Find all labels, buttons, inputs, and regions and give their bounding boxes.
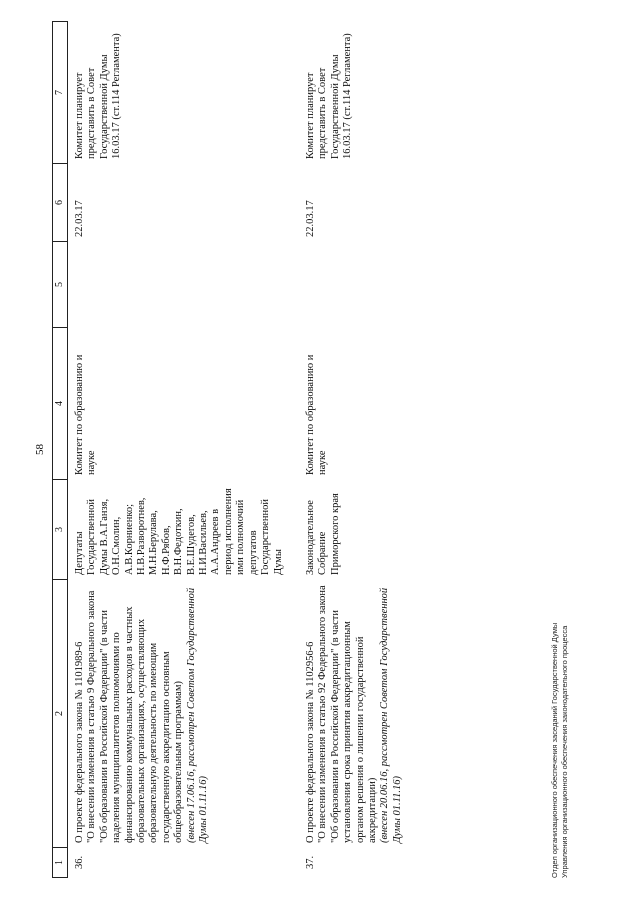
rotated-page bbox=[30, 20, 590, 880]
responsible-committee: Комитет по образованию и науке bbox=[304, 354, 329, 475]
bill-description bbox=[293, 580, 412, 848]
agenda-table bbox=[52, 21, 412, 878]
col5-cell bbox=[68, 242, 293, 328]
col-header: 5 bbox=[53, 242, 68, 328]
bill-authors: Законодательное Собрание Приморского края bbox=[304, 493, 341, 575]
row-number: 37. bbox=[304, 855, 316, 869]
col-header: 3 bbox=[53, 480, 68, 580]
bill-title: О проекте федерального закона № 1102956-6 bbox=[304, 641, 316, 843]
col-header: 1 bbox=[53, 848, 68, 878]
review-date: 22.03.17 bbox=[304, 200, 316, 237]
remark: Комитет планирует представить в Совет Государственной Думы 16.03.17 (ст.114 Регламента) bbox=[74, 33, 123, 159]
table-row bbox=[293, 22, 412, 878]
responsible-committee: Комитет по образованию и науке bbox=[74, 354, 98, 475]
bill-authors: Депутаты Государственной Думы В.А.Ганзя, О.Н.Смолин, А.В.Корниенко; Н.В.Разворотнев, М.Н.Берулава, Н.Ф.Рябов, В.Н.Федоткин, В.Е.Шудегов, Н.И.Васильев, А.А.Андреев в период исполнения ими полномочий депутатов Государственной Думы bbox=[74, 488, 284, 575]
bill-note: (внесен 17.06.16, рассмотрен Советом Государственной Думы 01.11.16) bbox=[185, 587, 210, 843]
col-header: 4 bbox=[53, 328, 68, 480]
column-number-row bbox=[53, 22, 68, 878]
table-row bbox=[68, 22, 293, 878]
bill-description bbox=[68, 580, 293, 848]
col-header: 2 bbox=[53, 580, 68, 848]
footer-line-1: Отдел организационного обеспечения заседаний Государственной Думы bbox=[550, 622, 559, 878]
footer bbox=[550, 623, 570, 878]
page-number: 58 bbox=[34, 444, 46, 455]
col5-cell bbox=[293, 242, 412, 328]
row-number: 36. bbox=[74, 855, 85, 869]
remark: Комитет планирует представить в Совет Государственной Думы 16.03.17 (ст.114 Регламента) bbox=[304, 33, 354, 159]
bill-body: "О внесении изменения в статью 9 Федерального закона "Об образовании в Российской Федерации" (в части наделения муниципалитетов полномочиями по финансированию коммунальных расходов в частных образовательных организациях, осуществляющих образовательную деятельность по имеющим государственную аккредитацию основным общеобразовательным программам) bbox=[86, 590, 185, 843]
bill-body: "О внесении изменения в статью 92 Федерального закона "Об образовании в Российской Федерации" (в части установления срока принятия аккредитационным органом решения о лишении государственной аккредитации) bbox=[317, 585, 378, 843]
bill-note: (внесен 20.06.16, рассмотрен Советом Государственной Думы 01.11.16) bbox=[379, 587, 403, 843]
col-header: 6 bbox=[53, 164, 68, 242]
review-date: 22.03.17 bbox=[74, 200, 85, 237]
col-header: 7 bbox=[53, 22, 68, 164]
footer-line-2: Управления организационного обеспечения законодательного процесса bbox=[560, 625, 569, 878]
bill-title: О проекте федерального закона № 1101989-6 bbox=[74, 641, 85, 843]
